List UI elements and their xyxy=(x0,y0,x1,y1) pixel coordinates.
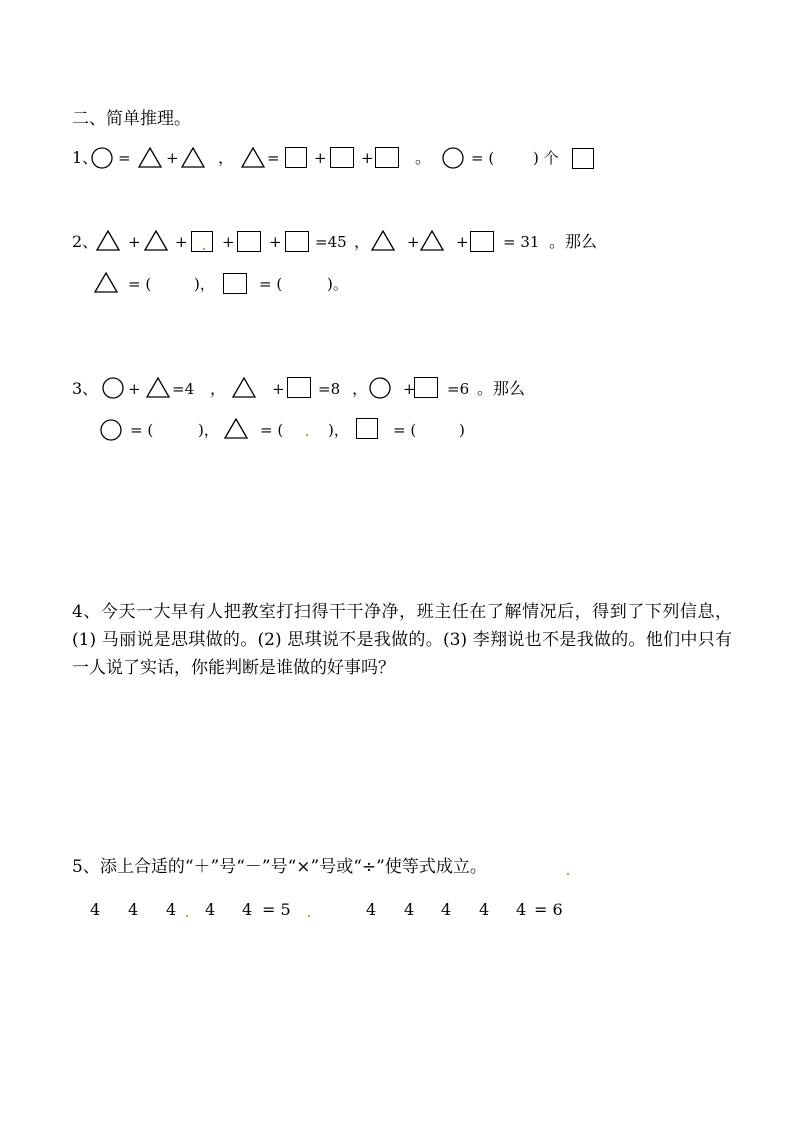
q3-answer-circle: = ( xyxy=(130,421,154,439)
triangle-icon xyxy=(241,147,265,168)
question-4: 4、今天一大早有人把教室打扫得干干净净，班主任在了解情况后，得到了下列信息，(1) 马丽说是思琪做的。(2) 思琪说不是我做的。(3) 李翔说也不是我做的。他们中只有一人说了实话，你能判断是谁做的好事吗？ xyxy=(72,602,732,678)
mark-dot xyxy=(203,248,205,250)
mark-dot xyxy=(186,915,188,917)
mark-dot xyxy=(306,434,308,436)
square-icon xyxy=(285,147,307,168)
q5-right-num-4: 4 xyxy=(479,900,490,919)
q1-equals-a: = xyxy=(118,149,131,167)
q5-left-num-5: 4 xyxy=(242,900,253,919)
q3-answer-circle-close: )， xyxy=(198,421,219,439)
q2-answer-triangle-close: )， xyxy=(194,275,215,293)
square-icon xyxy=(375,147,399,168)
q2-answer-square-close: )。 xyxy=(327,275,348,293)
q5-left-result: = 5 xyxy=(262,900,291,919)
square-icon xyxy=(356,418,378,439)
triangle-icon xyxy=(144,230,168,251)
mark-dot xyxy=(308,915,310,917)
triangle-icon xyxy=(96,230,120,251)
circle-icon xyxy=(100,419,122,441)
q3-answer-triangle-close: )， xyxy=(328,421,349,439)
q1-period: 。 xyxy=(415,148,432,167)
triangle-icon xyxy=(94,272,118,293)
mark-dot xyxy=(567,873,569,875)
q3-answer-square: = ( xyxy=(393,421,417,439)
triangle-icon xyxy=(181,147,205,168)
triangle-icon xyxy=(232,377,256,398)
q2-plus-5: + xyxy=(407,233,420,251)
q2-plus-1: + xyxy=(128,233,141,251)
square-icon xyxy=(572,148,594,169)
q3-comma-2: ， xyxy=(352,379,369,398)
triangle-icon xyxy=(224,418,248,439)
q3-comma-1: ， xyxy=(210,379,227,398)
q2-answer-square: = ( xyxy=(259,275,283,293)
q2-eq2: = 31 xyxy=(503,233,540,251)
q2-eq1: =45 xyxy=(315,233,347,251)
q1-close-ge: ) 个 xyxy=(533,149,559,167)
square-icon xyxy=(237,231,261,252)
circle-icon xyxy=(369,377,391,399)
triangle-icon xyxy=(138,147,162,168)
q5-right-result: = 6 xyxy=(534,900,563,919)
q3-answer-square-close: ) xyxy=(459,421,465,439)
q3-eq3: =6 xyxy=(447,380,470,398)
q1-equals-c: = ( xyxy=(471,149,495,167)
triangle-icon xyxy=(146,377,170,398)
square-icon xyxy=(223,273,247,294)
triangle-icon xyxy=(420,230,444,251)
q3-eq2: =8 xyxy=(318,380,341,398)
q3-then: 。那么 xyxy=(477,379,526,398)
square-icon xyxy=(470,231,494,252)
q3-plus-3: + xyxy=(403,380,416,398)
square-icon xyxy=(287,377,311,398)
q5-instruction: 5、添上合适的“＋”号“－”号“×”号或“÷”使等式成立。 xyxy=(72,857,487,877)
q2-comma: ， xyxy=(354,232,371,251)
q2-answer-triangle: = ( xyxy=(128,275,152,293)
q3-plus-2: + xyxy=(272,380,285,398)
q5-left-num-2: 4 xyxy=(128,900,139,919)
q2-plus-6: + xyxy=(456,233,469,251)
q2-plus-2: + xyxy=(175,233,188,251)
q3-answer-triangle: = ( xyxy=(260,421,284,439)
q5-right-num-1: 4 xyxy=(366,900,377,919)
square-icon xyxy=(414,377,438,398)
q1-plus: + xyxy=(166,149,179,167)
q1-plus-3: + xyxy=(361,149,374,167)
section-title: 二、简单推理。 xyxy=(72,109,191,129)
square-icon xyxy=(191,231,213,252)
triangle-icon xyxy=(371,230,395,251)
q5-left-num-1: 4 xyxy=(90,900,101,919)
circle-icon xyxy=(442,147,464,169)
q2-plus-4: + xyxy=(269,233,282,251)
q1-comma: ， xyxy=(218,148,235,167)
q1-equals-b: = xyxy=(267,149,280,167)
circle-icon xyxy=(102,377,124,399)
q5-right-num-3: 4 xyxy=(441,900,452,919)
q3-number: 3、 xyxy=(72,379,99,398)
square-icon xyxy=(330,147,354,168)
q3-eq1: =4 xyxy=(172,380,195,398)
q5-right-num-2: 4 xyxy=(404,900,415,919)
q3-plus-1: + xyxy=(128,380,141,398)
q2-number: 2、 xyxy=(72,232,99,251)
q5-right-num-5: 4 xyxy=(516,900,527,919)
q1-number: 1、 xyxy=(72,148,99,167)
q1-plus-2: + xyxy=(314,149,327,167)
q2-plus-3: + xyxy=(222,233,235,251)
square-icon xyxy=(285,231,309,252)
q2-then: 。那么 xyxy=(549,232,598,251)
q5-left-num-3: 4 xyxy=(166,900,177,919)
circle-icon xyxy=(91,147,113,169)
q5-left-num-4: 4 xyxy=(205,900,216,919)
